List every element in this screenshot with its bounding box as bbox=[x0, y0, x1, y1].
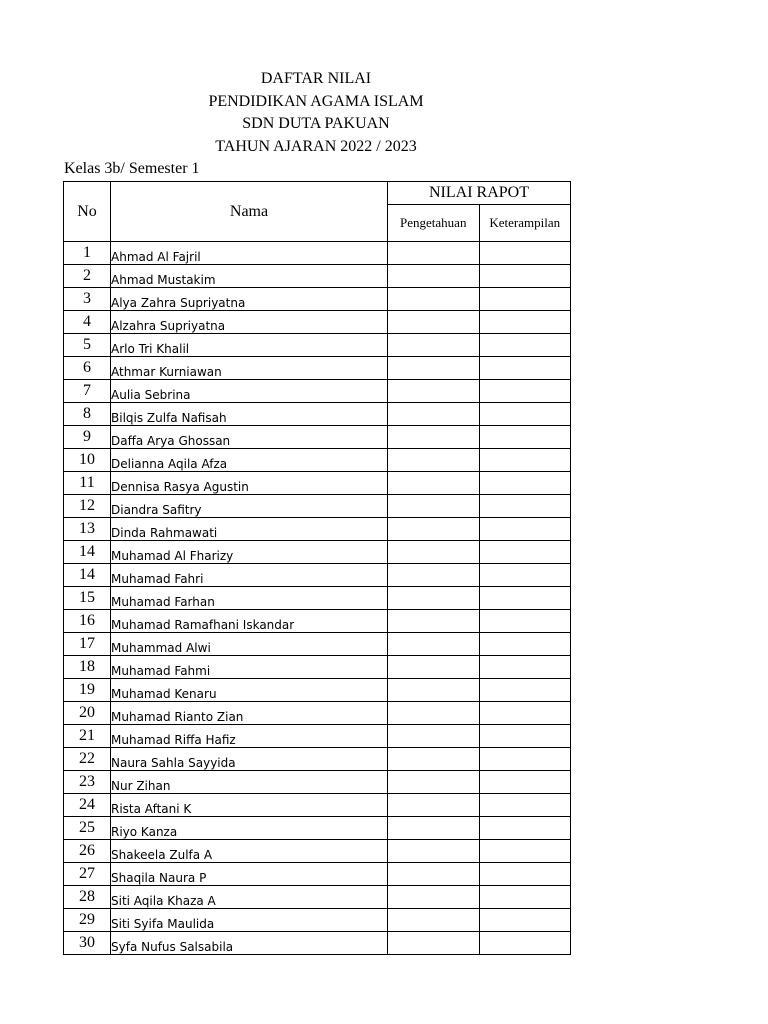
student-name-cell: Ahmad Mustakim bbox=[111, 265, 388, 288]
student-name-cell: Muhamad Fahri bbox=[111, 564, 388, 587]
pengetahuan-score-cell[interactable] bbox=[388, 656, 480, 679]
grades-table-header bbox=[64, 182, 571, 242]
student-name-cell: Siti Syifa Maulida bbox=[111, 909, 388, 932]
student-number-cell: 29 bbox=[64, 909, 111, 932]
keterampilan-score-cell[interactable] bbox=[479, 541, 571, 564]
student-number-cell: 14 bbox=[64, 564, 111, 587]
school-name: SDN DUTA PAKUAN bbox=[242, 115, 390, 132]
grades-table-body bbox=[64, 242, 571, 955]
table-row bbox=[64, 265, 571, 288]
student-name-cell: Dinda Rahmawati bbox=[111, 518, 388, 541]
table-row bbox=[64, 334, 571, 357]
document-title-block bbox=[66, 68, 566, 158]
student-number-cell: 20 bbox=[64, 702, 111, 725]
pengetahuan-score-cell[interactable] bbox=[388, 587, 480, 610]
student-number-cell: 8 bbox=[64, 403, 111, 426]
student-number-cell: 12 bbox=[64, 495, 111, 518]
table-row bbox=[64, 587, 571, 610]
keterampilan-score-cell[interactable] bbox=[479, 771, 571, 794]
keterampilan-score-cell[interactable] bbox=[479, 449, 571, 472]
student-name-cell: Muhamad Al Fharizy bbox=[111, 541, 388, 564]
keterampilan-score-cell[interactable] bbox=[479, 610, 571, 633]
table-row bbox=[64, 886, 571, 909]
student-name-cell: Bilqis Zulfa Nafisah bbox=[111, 403, 388, 426]
student-name-cell: Muhamad Kenaru bbox=[111, 679, 388, 702]
table-row bbox=[64, 518, 571, 541]
pengetahuan-score-cell[interactable] bbox=[388, 334, 480, 357]
class-semester-label: Kelas 3b/ Semester 1 bbox=[64, 160, 200, 177]
pengetahuan-score-cell[interactable] bbox=[388, 817, 480, 840]
keterampilan-score-cell[interactable] bbox=[479, 334, 571, 357]
keterampilan-score-cell[interactable] bbox=[479, 794, 571, 817]
student-number-cell: 26 bbox=[64, 840, 111, 863]
column-header-pengetahuan: Pengetahuan bbox=[388, 205, 480, 242]
student-name-cell: Arlo Tri Khalil bbox=[111, 334, 388, 357]
table-row bbox=[64, 357, 571, 380]
pengetahuan-score-cell[interactable] bbox=[388, 725, 480, 748]
table-row bbox=[64, 403, 571, 426]
keterampilan-score-cell[interactable] bbox=[479, 288, 571, 311]
keterampilan-score-cell[interactable] bbox=[479, 886, 571, 909]
pengetahuan-score-cell[interactable] bbox=[388, 242, 480, 265]
keterampilan-score-cell[interactable] bbox=[479, 840, 571, 863]
student-number-cell: 23 bbox=[64, 771, 111, 794]
table-row bbox=[64, 725, 571, 748]
column-header-keterampilan: Keterampilan bbox=[479, 205, 571, 242]
student-name-cell: Muhamad Ramafhani Iskandar bbox=[111, 610, 388, 633]
student-number-cell: 4 bbox=[64, 311, 111, 334]
keterampilan-score-cell[interactable] bbox=[479, 311, 571, 334]
student-name-cell: Shakeela Zulfa A bbox=[111, 840, 388, 863]
table-row bbox=[64, 771, 571, 794]
pengetahuan-score-cell[interactable] bbox=[388, 679, 480, 702]
keterampilan-score-cell[interactable] bbox=[479, 472, 571, 495]
pengetahuan-score-cell[interactable] bbox=[388, 472, 480, 495]
pengetahuan-score-cell[interactable] bbox=[388, 357, 480, 380]
keterampilan-score-cell[interactable] bbox=[479, 748, 571, 771]
student-name-cell: Muhamad Farhan bbox=[111, 587, 388, 610]
student-number-cell: 30 bbox=[64, 932, 111, 955]
student-name-cell: Diandra Safitry bbox=[111, 495, 388, 518]
keterampilan-score-cell[interactable] bbox=[479, 265, 571, 288]
student-number-cell: 21 bbox=[64, 725, 111, 748]
keterampilan-score-cell[interactable] bbox=[479, 909, 571, 932]
pengetahuan-score-cell[interactable] bbox=[388, 380, 480, 403]
student-name-cell: Aulia Sebrina bbox=[111, 380, 388, 403]
table-row bbox=[64, 564, 571, 587]
student-name-cell: Alya Zahra Supriyatna bbox=[111, 288, 388, 311]
header-row-top bbox=[64, 182, 571, 205]
pengetahuan-score-cell[interactable] bbox=[388, 541, 480, 564]
table-row bbox=[64, 840, 571, 863]
keterampilan-score-cell[interactable] bbox=[479, 426, 571, 449]
student-name-cell: Riyo Kanza bbox=[111, 817, 388, 840]
student-name-cell: Naura Sahla Sayyida bbox=[111, 748, 388, 771]
keterampilan-score-cell[interactable] bbox=[479, 357, 571, 380]
keterampilan-score-cell[interactable] bbox=[479, 702, 571, 725]
table-row bbox=[64, 449, 571, 472]
student-name-cell: Syfa Nufus Salsabila bbox=[111, 932, 388, 955]
student-number-cell: 25 bbox=[64, 817, 111, 840]
student-number-cell: 27 bbox=[64, 863, 111, 886]
document-title: DAFTAR NILAI bbox=[260, 70, 372, 87]
table-row bbox=[64, 288, 571, 311]
student-number-cell: 19 bbox=[64, 679, 111, 702]
column-header-no: No bbox=[64, 182, 111, 242]
student-number-cell: 17 bbox=[64, 633, 111, 656]
pengetahuan-score-cell[interactable] bbox=[388, 564, 480, 587]
pengetahuan-score-cell[interactable] bbox=[388, 748, 480, 771]
pengetahuan-score-cell[interactable] bbox=[388, 426, 480, 449]
student-number-cell: 2 bbox=[64, 265, 111, 288]
table-row bbox=[64, 817, 571, 840]
table-row bbox=[64, 794, 571, 817]
student-name-cell: Rista Aftani K bbox=[111, 794, 388, 817]
student-name-cell: Muhamad Riffa Hafiz bbox=[111, 725, 388, 748]
pengetahuan-score-cell[interactable] bbox=[388, 518, 480, 541]
pengetahuan-score-cell[interactable] bbox=[388, 909, 480, 932]
table-row bbox=[64, 748, 571, 771]
student-name-cell: Dennisa Rasya Agustin bbox=[111, 472, 388, 495]
table-row bbox=[64, 656, 571, 679]
column-header-nama: Nama bbox=[111, 182, 388, 242]
pengetahuan-score-cell[interactable] bbox=[388, 311, 480, 334]
pengetahuan-score-cell[interactable] bbox=[388, 403, 480, 426]
student-name-cell: Muhamad Rianto Zian bbox=[111, 702, 388, 725]
table-row bbox=[64, 702, 571, 725]
table-row bbox=[64, 932, 571, 955]
table-row bbox=[64, 610, 571, 633]
pengetahuan-score-cell[interactable] bbox=[388, 794, 480, 817]
pengetahuan-score-cell[interactable] bbox=[388, 265, 480, 288]
pengetahuan-score-cell[interactable] bbox=[388, 932, 480, 955]
student-number-cell: 5 bbox=[64, 334, 111, 357]
table-row bbox=[64, 633, 571, 656]
student-name-cell: Muhammad Alwi bbox=[111, 633, 388, 656]
table-row bbox=[64, 909, 571, 932]
keterampilan-score-cell[interactable] bbox=[479, 587, 571, 610]
student-name-cell: Daffa Arya Ghossan bbox=[111, 426, 388, 449]
student-number-cell: 7 bbox=[64, 380, 111, 403]
pengetahuan-score-cell[interactable] bbox=[388, 886, 480, 909]
subject-name: PENDIDIKAN AGAMA ISLAM bbox=[208, 92, 424, 110]
table-row bbox=[64, 242, 571, 265]
student-number-cell: 18 bbox=[64, 656, 111, 679]
keterampilan-score-cell[interactable] bbox=[479, 403, 571, 426]
student-name-cell: Alzahra Supriyatna bbox=[111, 311, 388, 334]
keterampilan-score-cell[interactable] bbox=[479, 242, 571, 265]
student-name-cell: Muhamad Fahmi bbox=[111, 656, 388, 679]
student-number-cell: 22 bbox=[64, 748, 111, 771]
pengetahuan-score-cell[interactable] bbox=[388, 288, 480, 311]
student-name-cell: Nur Zihan bbox=[111, 771, 388, 794]
table-row bbox=[64, 495, 571, 518]
keterampilan-score-cell[interactable] bbox=[479, 817, 571, 840]
student-number-cell: 10 bbox=[64, 449, 111, 472]
student-name-cell: Delianna Aqila Afza bbox=[111, 449, 388, 472]
student-number-cell: 14 bbox=[64, 541, 111, 564]
student-number-cell: 9 bbox=[64, 426, 111, 449]
student-number-cell: 16 bbox=[64, 610, 111, 633]
keterampilan-score-cell[interactable] bbox=[479, 932, 571, 955]
pengetahuan-score-cell[interactable] bbox=[388, 610, 480, 633]
keterampilan-score-cell[interactable] bbox=[479, 633, 571, 656]
student-number-cell: 11 bbox=[64, 472, 111, 495]
table-row bbox=[64, 679, 571, 702]
keterampilan-score-cell[interactable] bbox=[479, 518, 571, 541]
student-name-cell: Athmar Kurniawan bbox=[111, 357, 388, 380]
column-group-nilai-rapot: NILAI RAPOT bbox=[388, 182, 571, 205]
table-row bbox=[64, 541, 571, 564]
student-number-cell: 28 bbox=[64, 886, 111, 909]
table-row bbox=[64, 380, 571, 403]
student-number-cell: 13 bbox=[64, 518, 111, 541]
keterampilan-score-cell[interactable] bbox=[479, 863, 571, 886]
pengetahuan-score-cell[interactable] bbox=[388, 840, 480, 863]
student-number-cell: 3 bbox=[64, 288, 111, 311]
table-row bbox=[64, 472, 571, 495]
pengetahuan-score-cell[interactable] bbox=[388, 863, 480, 886]
student-name-cell: Shaqila Naura P bbox=[111, 863, 388, 886]
student-name-cell: Ahmad Al Fajril bbox=[111, 242, 388, 265]
grades-table bbox=[63, 181, 571, 955]
student-number-cell: 6 bbox=[64, 357, 111, 380]
pengetahuan-score-cell[interactable] bbox=[388, 495, 480, 518]
keterampilan-score-cell[interactable] bbox=[479, 656, 571, 679]
table-row bbox=[64, 863, 571, 886]
table-row bbox=[64, 426, 571, 449]
pengetahuan-score-cell[interactable] bbox=[388, 771, 480, 794]
student-number-cell: 24 bbox=[64, 794, 111, 817]
keterampilan-score-cell[interactable] bbox=[479, 725, 571, 748]
pengetahuan-score-cell[interactable] bbox=[388, 633, 480, 656]
keterampilan-score-cell[interactable] bbox=[479, 495, 571, 518]
academic-year: TAHUN AJARAN 2022 / 2023 bbox=[215, 137, 417, 155]
pengetahuan-score-cell[interactable] bbox=[388, 449, 480, 472]
student-number-cell: 1 bbox=[64, 242, 111, 265]
table-row bbox=[64, 311, 571, 334]
pengetahuan-score-cell[interactable] bbox=[388, 702, 480, 725]
keterampilan-score-cell[interactable] bbox=[479, 564, 571, 587]
keterampilan-score-cell[interactable] bbox=[479, 679, 571, 702]
student-number-cell: 15 bbox=[64, 587, 111, 610]
student-name-cell: Siti Aqila Khaza A bbox=[111, 886, 388, 909]
keterampilan-score-cell[interactable] bbox=[479, 380, 571, 403]
